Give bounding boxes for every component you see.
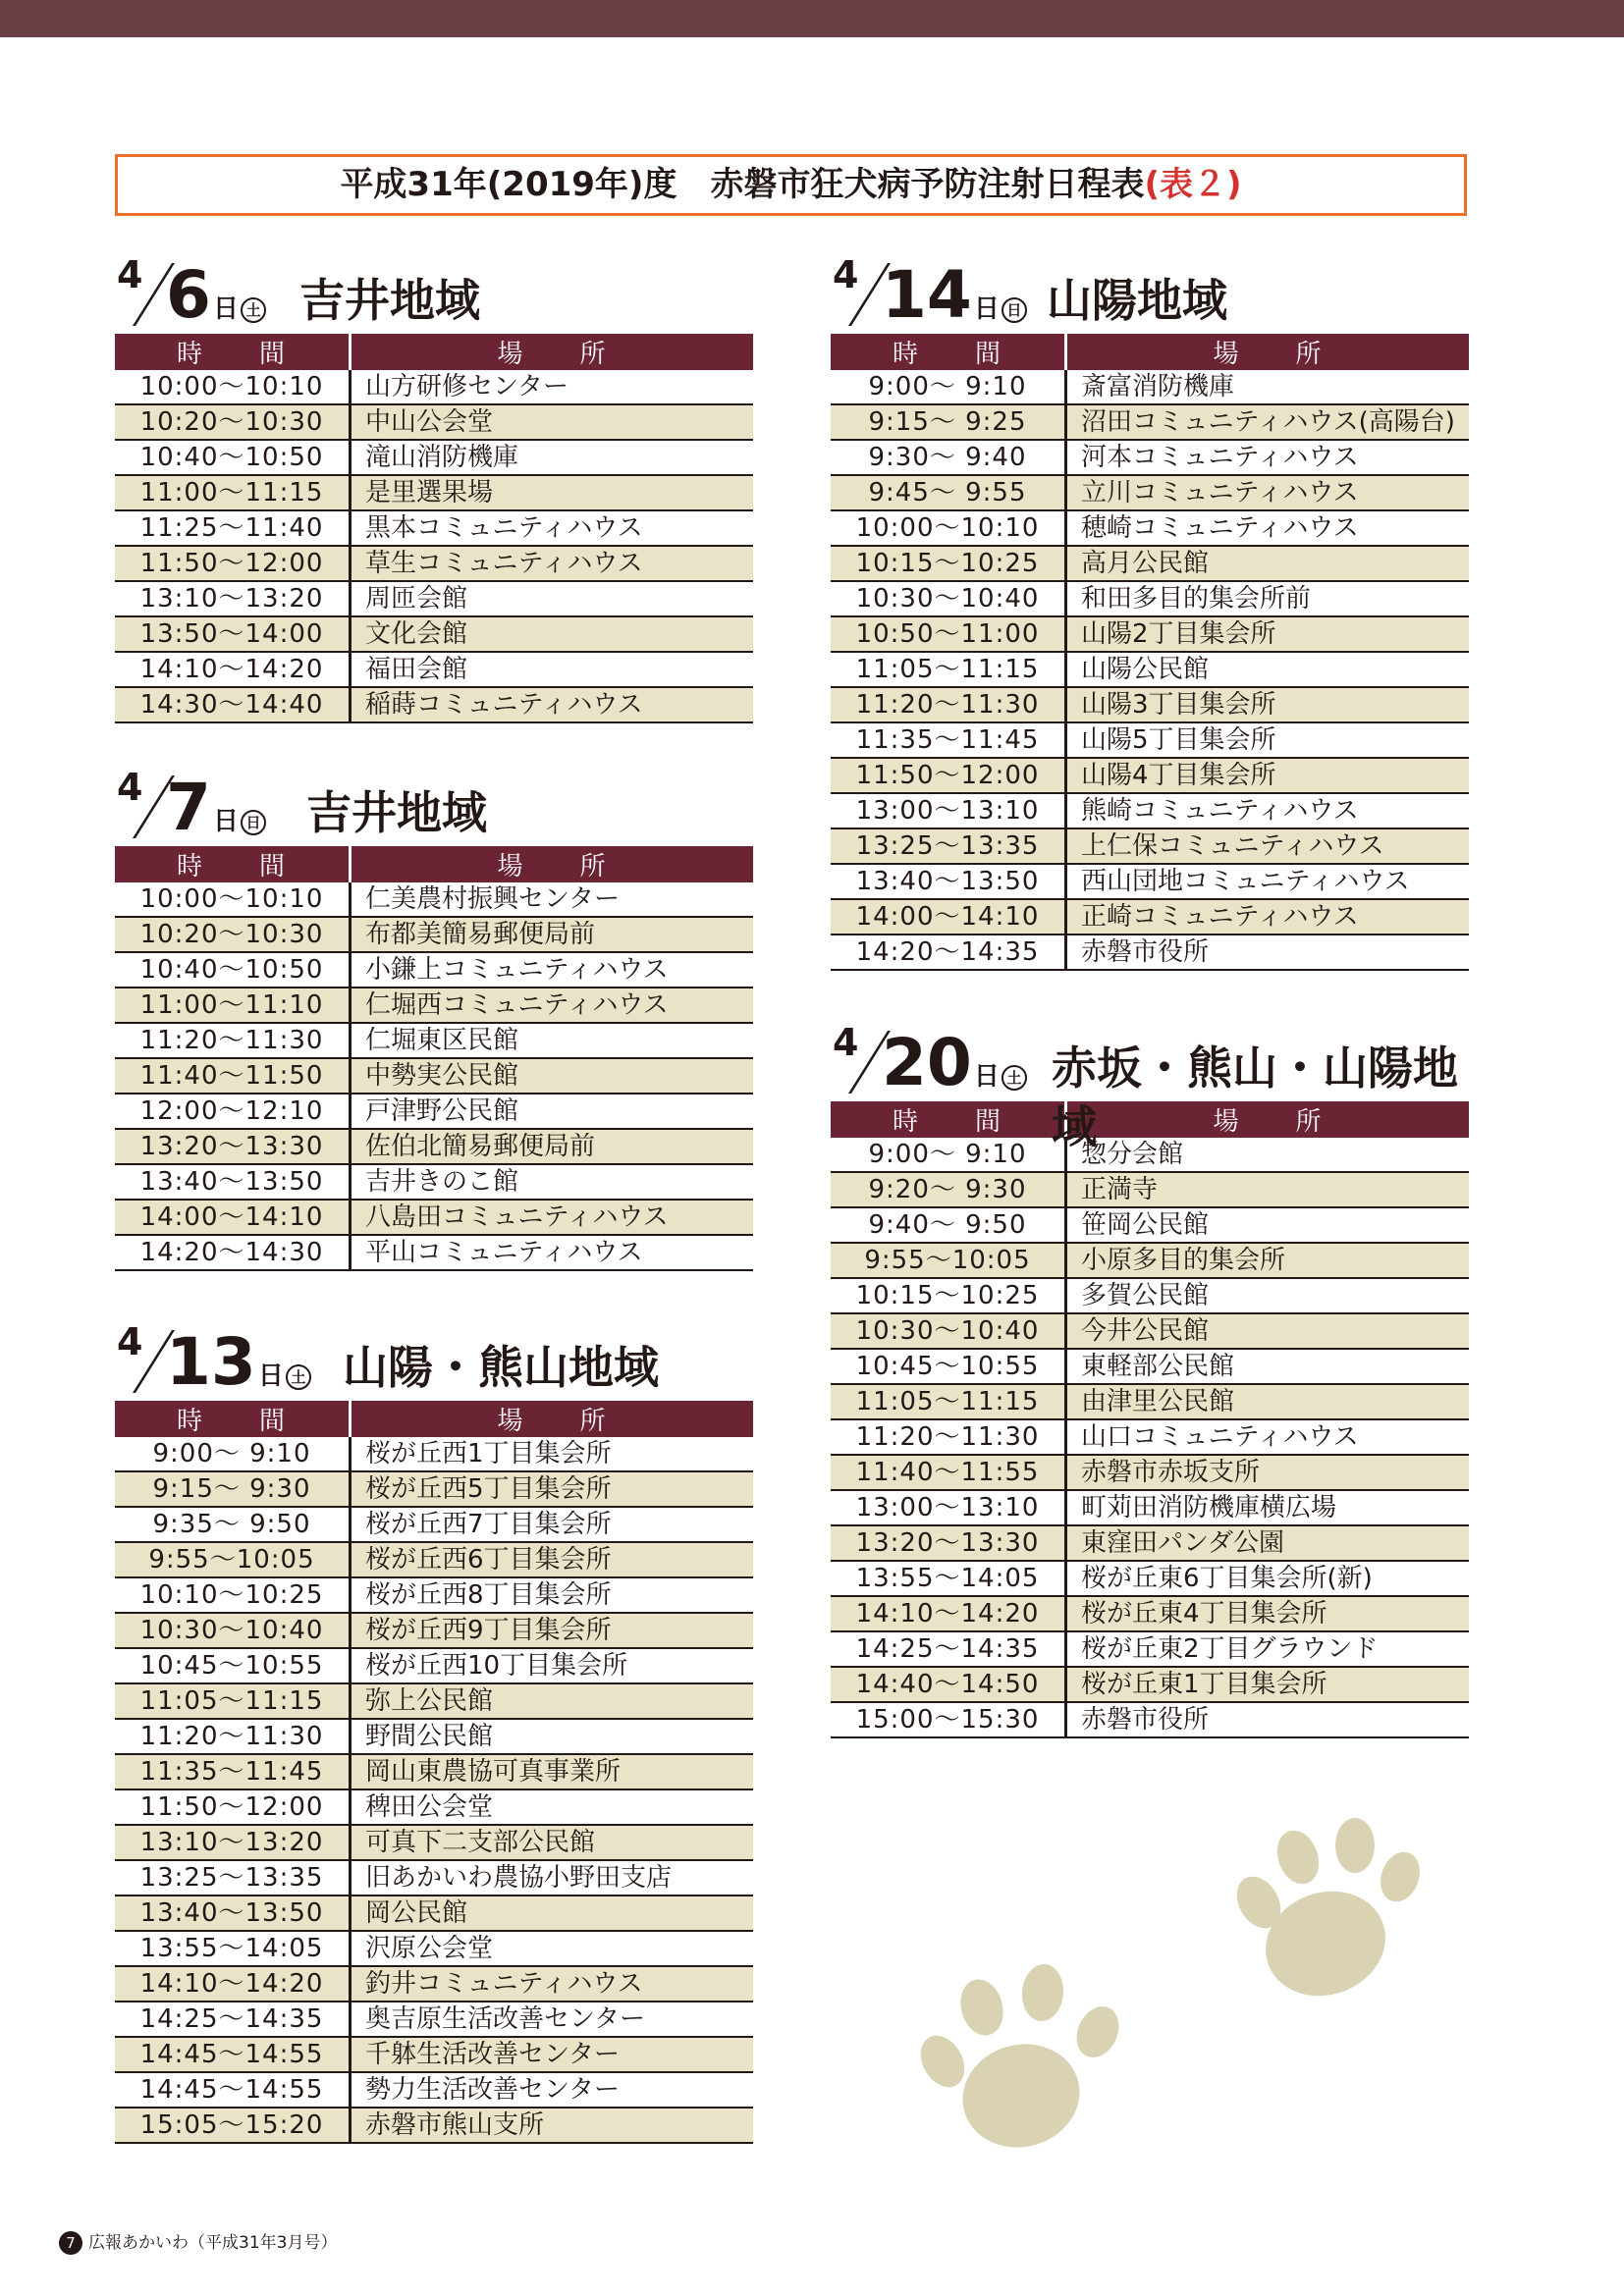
row-place: 周匝会館 [351, 581, 754, 616]
table-row [115, 2072, 753, 2108]
row-time: 11:40～11:50 [115, 1058, 351, 1094]
table-row [115, 1719, 753, 1754]
table-row [115, 1577, 753, 1613]
row-time: 10:00～10:10 [115, 370, 351, 404]
row-time: 9:55～10:05 [115, 1542, 351, 1577]
row-place: 赤磐市役所 [1066, 934, 1470, 970]
row-place: 山陽公民館 [1066, 652, 1470, 687]
row-place: 和田多目的集会所前 [1066, 581, 1470, 616]
row-time: 10:15～10:25 [831, 546, 1066, 581]
row-place: 千躰生活改善センター [351, 2037, 754, 2072]
row-time: 13:20～13:30 [115, 1129, 351, 1164]
section-dow-label: 日 [257, 1362, 284, 1391]
row-place: 黒本コミュニティハウス [351, 510, 754, 546]
row-time: 9:55～10:05 [831, 1243, 1066, 1278]
schedule-section-0420 [831, 1021, 1469, 1738]
row-time: 13:55～14:05 [831, 1561, 1066, 1596]
row-place: 正満寺 [1066, 1172, 1470, 1207]
table-row [831, 1172, 1469, 1207]
row-place: 正崎コミュニティハウス [1066, 899, 1470, 934]
section-dow-label: 日 [212, 294, 239, 324]
row-place: 高月公民館 [1066, 546, 1470, 581]
row-place: 小鎌上コミュニティハウス [351, 952, 754, 988]
row-place: 多賀公民館 [1066, 1278, 1470, 1313]
row-place: 旧あかいわ農協小野田支店 [351, 1860, 754, 1896]
table-row [831, 1525, 1469, 1561]
header-time: 時 間 [831, 334, 1066, 370]
section-day-wrap [882, 1025, 1027, 1111]
row-place: 滝山消防機庫 [351, 440, 754, 475]
section-day-wrap [166, 257, 266, 344]
table-row [831, 934, 1469, 970]
row-place: 文化会館 [351, 616, 754, 652]
table-row [831, 404, 1469, 440]
table-row [115, 1754, 753, 1789]
row-time: 13:25～13:35 [831, 828, 1066, 864]
row-place: 岡公民館 [351, 1896, 754, 1931]
table-row [115, 1789, 753, 1825]
table-row [115, 1235, 753, 1270]
table-row [115, 1094, 753, 1129]
row-time: 14:45～14:55 [115, 2072, 351, 2108]
table-row [831, 616, 1469, 652]
section-area: 赤坂・熊山・山陽地域 [1052, 1041, 1458, 1153]
row-time: 13:00～13:10 [831, 1490, 1066, 1525]
table-row [115, 1200, 753, 1235]
row-place: 由津里公民館 [1066, 1384, 1470, 1419]
row-place: 岡山東農協可真事業所 [351, 1754, 754, 1789]
table-row [115, 1648, 753, 1683]
schedule-table [831, 1101, 1469, 1738]
section-month: 4 [833, 253, 859, 296]
row-time: 13:00～13:10 [831, 793, 1066, 828]
row-time: 11:00～11:10 [115, 988, 351, 1023]
row-place: 戸津野公民館 [351, 1094, 754, 1129]
row-time: 13:25～13:35 [115, 1860, 351, 1896]
table-row [831, 1207, 1469, 1243]
row-place: 山陽2丁目集会所 [1066, 616, 1470, 652]
row-time: 9:00～ 9:10 [115, 1437, 351, 1471]
table-row [115, 404, 753, 440]
row-place: 仁堀東区民館 [351, 1023, 754, 1058]
section-month: 4 [117, 766, 143, 809]
row-place: 桜が丘東4丁目集会所 [1066, 1596, 1470, 1631]
row-place: 桜が丘西6丁目集会所 [351, 1542, 754, 1577]
row-time: 9:35～ 9:50 [115, 1507, 351, 1542]
header-time: 時 間 [115, 1401, 351, 1437]
row-place: 稲蒔コミュニティハウス [351, 687, 754, 722]
row-time: 9:00～ 9:10 [831, 370, 1066, 404]
row-place: 中勢実公民館 [351, 1058, 754, 1094]
row-place: 桜が丘西9丁目集会所 [351, 1613, 754, 1648]
row-place: 八島田コミュニティハウス [351, 1200, 754, 1235]
row-time: 15:05～15:20 [115, 2108, 351, 2143]
section-weekday: 日 [241, 810, 266, 835]
table-row [115, 581, 753, 616]
table-row [831, 440, 1469, 475]
row-time: 14:45～14:55 [115, 2037, 351, 2072]
table-row [831, 1631, 1469, 1667]
row-time: 11:50～12:00 [115, 1789, 351, 1825]
row-place: 山陽5丁目集会所 [1066, 722, 1470, 758]
row-time: 11:00～11:15 [115, 475, 351, 510]
header-time: 時 間 [831, 1101, 1066, 1138]
header-time: 時 間 [115, 334, 351, 370]
row-place: 山陽3丁目集会所 [1066, 687, 1470, 722]
table-row [831, 1278, 1469, 1313]
row-time: 15:00～15:30 [831, 1702, 1066, 1737]
table-row [115, 440, 753, 475]
section-heading [831, 253, 1469, 334]
row-time: 13:10～13:20 [115, 581, 351, 616]
row-time: 11:20～11:30 [831, 687, 1066, 722]
footer [59, 2228, 337, 2255]
schedule-table [115, 334, 753, 723]
row-place: 町苅田消防機庫横広場 [1066, 1490, 1470, 1525]
row-time: 13:55～14:05 [115, 1931, 351, 1966]
row-time: 9:15～ 9:30 [115, 1471, 351, 1507]
row-place: 桜が丘西7丁目集会所 [351, 1507, 754, 1542]
table-row [115, 1507, 753, 1542]
row-place: 可真下二支部公民館 [351, 1825, 754, 1860]
table-row [831, 1243, 1469, 1278]
row-place: 山口コミュニティハウス [1066, 1419, 1470, 1455]
row-place: 桜が丘西1丁目集会所 [351, 1437, 754, 1471]
row-place: 勢力生活改善センター [351, 2072, 754, 2108]
table-row [115, 1164, 753, 1200]
row-time: 14:00～14:10 [831, 899, 1066, 934]
row-time: 10:20～10:30 [115, 917, 351, 952]
row-time: 13:40～13:50 [115, 1896, 351, 1931]
schedule-table [115, 1401, 753, 2144]
section-dow-label: 日 [212, 807, 239, 836]
title-table-no: (表２) [1144, 165, 1242, 204]
section-weekday: 土 [241, 297, 266, 323]
section-day-wrap [882, 257, 1027, 344]
table-row [831, 1313, 1469, 1349]
row-place: 赤磐市熊山支所 [351, 2108, 754, 2143]
table-row [115, 687, 753, 722]
section-heading [115, 766, 753, 846]
row-time: 10:10～10:25 [115, 1577, 351, 1613]
section-weekday: 土 [286, 1364, 311, 1390]
header-place: 場 所 [1066, 334, 1470, 370]
row-place: 立川コミュニティハウス [1066, 475, 1470, 510]
row-time: 10:50～11:00 [831, 616, 1066, 652]
row-place: 釣井コミュニティハウス [351, 1966, 754, 2002]
row-place: 山陽4丁目集会所 [1066, 758, 1470, 793]
table-row [831, 546, 1469, 581]
row-place: 笹岡公民館 [1066, 1207, 1470, 1243]
row-place: 今井公民館 [1066, 1313, 1470, 1349]
section-day: 7 [166, 770, 211, 845]
table-row [831, 758, 1469, 793]
row-time: 10:00～10:10 [115, 882, 351, 917]
table-row [115, 988, 753, 1023]
row-time: 11:40～11:55 [831, 1455, 1066, 1490]
row-time: 13:40～13:50 [115, 1164, 351, 1200]
section-weekday: 土 [1001, 1065, 1027, 1091]
table-row [831, 1561, 1469, 1596]
row-place: 西山団地コミュニティハウス [1066, 864, 1470, 899]
table-row [115, 2108, 753, 2143]
top-bar [0, 0, 1624, 37]
section-day-wrap [166, 770, 266, 856]
row-place: 福田会館 [351, 652, 754, 687]
table-row [831, 370, 1469, 404]
table-row [831, 1702, 1469, 1737]
schedule-table [831, 334, 1469, 971]
table-row [831, 1455, 1469, 1490]
row-time: 10:45～10:55 [115, 1648, 351, 1683]
table-row [831, 722, 1469, 758]
row-place: 仁堀西コミュニティハウス [351, 988, 754, 1023]
row-time: 9:40～ 9:50 [831, 1207, 1066, 1243]
section-month: 4 [833, 1021, 859, 1064]
table-row [831, 899, 1469, 934]
row-place: 草生コミュニティハウス [351, 546, 754, 581]
row-time: 10:30～10:40 [831, 1313, 1066, 1349]
section-month: 4 [117, 1320, 143, 1363]
table-row [831, 1596, 1469, 1631]
section-day-wrap [166, 1324, 311, 1411]
table-row [115, 370, 753, 404]
row-time: 9:45～ 9:55 [831, 475, 1066, 510]
table-row [831, 581, 1469, 616]
table-row [831, 652, 1469, 687]
row-place: 奥吉原生活改善センター [351, 2002, 754, 2037]
row-time: 11:50～12:00 [115, 546, 351, 581]
table-row [115, 1129, 753, 1164]
section-day: 13 [166, 1324, 256, 1400]
table-row [831, 828, 1469, 864]
header-place: 場 所 [351, 1401, 754, 1437]
row-place: 野間公民館 [351, 1719, 754, 1754]
table-row [115, 1542, 753, 1577]
section-day: 20 [882, 1025, 972, 1100]
section-day: 14 [882, 257, 972, 333]
row-place: 赤磐市赤坂支所 [1066, 1455, 1470, 1490]
row-place: 布都美簡易郵便局前 [351, 917, 754, 952]
row-place: 弥上公民館 [351, 1683, 754, 1719]
table-row [831, 793, 1469, 828]
row-place: 沢原公会堂 [351, 1931, 754, 1966]
table-row [831, 864, 1469, 899]
row-time: 9:00～ 9:10 [831, 1138, 1066, 1172]
table-row [831, 1349, 1469, 1384]
row-time: 11:50～12:00 [831, 758, 1066, 793]
row-time: 11:25～11:40 [115, 510, 351, 546]
table-row [831, 1419, 1469, 1455]
section-heading [115, 253, 753, 334]
row-place: 上仁保コミュニティハウス [1066, 828, 1470, 864]
row-time: 10:40～10:50 [115, 440, 351, 475]
table-row [115, 510, 753, 546]
row-time: 13:10～13:20 [115, 1825, 351, 1860]
row-time: 11:35～11:45 [831, 722, 1066, 758]
row-time: 13:20～13:30 [831, 1525, 1066, 1561]
row-place: 河本コミュニティハウス [1066, 440, 1470, 475]
section-day: 6 [166, 257, 211, 333]
row-time: 14:20～14:30 [115, 1235, 351, 1270]
page-number: 7 [59, 2231, 82, 2255]
row-time: 10:20～10:30 [115, 404, 351, 440]
paw-print-icon [903, 1963, 1139, 2160]
row-place: 東窪田パンダ公園 [1066, 1525, 1470, 1561]
schedule-section-0414 [831, 253, 1469, 971]
table-row [115, 2002, 753, 2037]
row-time: 11:05～11:15 [115, 1683, 351, 1719]
header-place: 場 所 [1066, 1101, 1470, 1138]
table-row [115, 1058, 753, 1094]
section-month: 4 [117, 253, 143, 296]
footer-publication: 広報あかいわ（平成31年3月号） [88, 2233, 338, 2253]
row-time: 11:35～11:45 [115, 1754, 351, 1789]
row-time: 9:30～ 9:40 [831, 440, 1066, 475]
row-time: 11:20～11:30 [831, 1419, 1066, 1455]
row-time: 10:00～10:10 [831, 510, 1066, 546]
row-time: 14:25～14:35 [115, 2002, 351, 2037]
row-place: 赤磐市役所 [1066, 1702, 1470, 1737]
row-time: 11:20～11:30 [115, 1719, 351, 1754]
table-row [115, 652, 753, 687]
row-time: 14:00～14:10 [115, 1200, 351, 1235]
schedule-section-0407 [115, 766, 753, 1271]
row-place: 熊崎コミュニティハウス [1066, 793, 1470, 828]
row-place: 稗田公会堂 [351, 1789, 754, 1825]
table-row [831, 1384, 1469, 1419]
row-place: 小原多目的集会所 [1066, 1243, 1470, 1278]
row-place: 桜が丘西8丁目集会所 [351, 1577, 754, 1613]
row-time: 14:10～14:20 [115, 652, 351, 687]
row-place: 桜が丘西10丁目集会所 [351, 1648, 754, 1683]
row-place: 仁美農村振興センター [351, 882, 754, 917]
table-row [115, 917, 753, 952]
row-time: 9:20～ 9:30 [831, 1172, 1066, 1207]
row-time: 14:40～14:50 [831, 1667, 1066, 1702]
table-row [831, 1667, 1469, 1702]
row-time: 13:40～13:50 [831, 864, 1066, 899]
table-row [115, 1931, 753, 1966]
row-place: 桜が丘東2丁目グラウンド [1066, 1631, 1470, 1667]
row-time: 10:15～10:25 [831, 1278, 1066, 1313]
table-row [115, 1860, 753, 1896]
section-weekday: 日 [1001, 297, 1027, 323]
row-place: 穂崎コミュニティハウス [1066, 510, 1470, 546]
table-row [115, 2037, 753, 2072]
row-place: 吉井きのこ館 [351, 1164, 754, 1200]
table-row [831, 687, 1469, 722]
row-time: 11:20～11:30 [115, 1023, 351, 1058]
row-time: 14:10～14:20 [831, 1596, 1066, 1631]
section-area: 吉井地域 [306, 786, 487, 839]
row-time: 10:45～10:55 [831, 1349, 1066, 1384]
row-place: 桜が丘東6丁目集会所(新) [1066, 1561, 1470, 1596]
table-row [831, 1490, 1469, 1525]
paw-print-icon [1208, 1816, 1443, 2012]
row-time: 14:20～14:35 [831, 934, 1066, 970]
section-area: 山陽・熊山地域 [343, 1341, 659, 1394]
row-time: 10:30～10:40 [831, 581, 1066, 616]
row-place: 沼田コミュニティハウス(高陽台) [1066, 404, 1470, 440]
table-row [115, 1896, 753, 1931]
header-place: 場 所 [351, 846, 754, 882]
page-title [115, 154, 1467, 216]
row-time: 14:10～14:20 [115, 1966, 351, 2002]
table-row [115, 546, 753, 581]
table-row [115, 882, 753, 917]
row-time: 11:05～11:15 [831, 652, 1066, 687]
header-place: 場 所 [351, 334, 754, 370]
row-time: 10:40～10:50 [115, 952, 351, 988]
row-time: 14:25～14:35 [831, 1631, 1066, 1667]
row-place: 桜が丘東1丁目集会所 [1066, 1667, 1470, 1702]
row-time: 10:30～10:40 [115, 1613, 351, 1648]
row-time: 13:50～14:00 [115, 616, 351, 652]
row-time: 12:00～12:10 [115, 1094, 351, 1129]
section-dow-label: 日 [973, 1062, 1000, 1092]
schedule-section-0413 [115, 1320, 753, 2144]
header-time: 時 間 [115, 846, 351, 882]
table-row [115, 1471, 753, 1507]
row-place: 桜が丘西5丁目集会所 [351, 1471, 754, 1507]
table-row [831, 475, 1469, 510]
table-row [115, 1613, 753, 1648]
row-time: 14:30～14:40 [115, 687, 351, 722]
row-place: 東軽部公民館 [1066, 1349, 1470, 1384]
row-place: 惣分会館 [1066, 1138, 1470, 1172]
table-row [115, 1966, 753, 2002]
section-dow-label: 日 [973, 294, 1000, 324]
table-row [115, 475, 753, 510]
table-row [115, 1825, 753, 1860]
table-row [115, 952, 753, 988]
row-time: 11:05～11:15 [831, 1384, 1066, 1419]
section-area: 山陽地域 [1047, 274, 1227, 327]
row-place: 山方研修センター [351, 370, 754, 404]
row-place: 平山コミュニティハウス [351, 1235, 754, 1270]
section-heading [115, 1320, 753, 1401]
row-place: 中山公会堂 [351, 404, 754, 440]
row-place: 斎富消防機庫 [1066, 370, 1470, 404]
row-place: 是里選果場 [351, 475, 754, 510]
title-main: 平成31年(2019年)度 赤磐市狂犬病予防注射日程表 [340, 165, 1145, 204]
section-area: 吉井地域 [299, 274, 480, 327]
table-row [115, 1683, 753, 1719]
table-row [115, 616, 753, 652]
schedule-table [115, 846, 753, 1271]
table-row [115, 1437, 753, 1471]
table-row [831, 510, 1469, 546]
schedule-section-0406 [115, 253, 753, 723]
row-place: 佐伯北簡易郵便局前 [351, 1129, 754, 1164]
row-time: 9:15～ 9:25 [831, 404, 1066, 440]
table-row [115, 1023, 753, 1058]
